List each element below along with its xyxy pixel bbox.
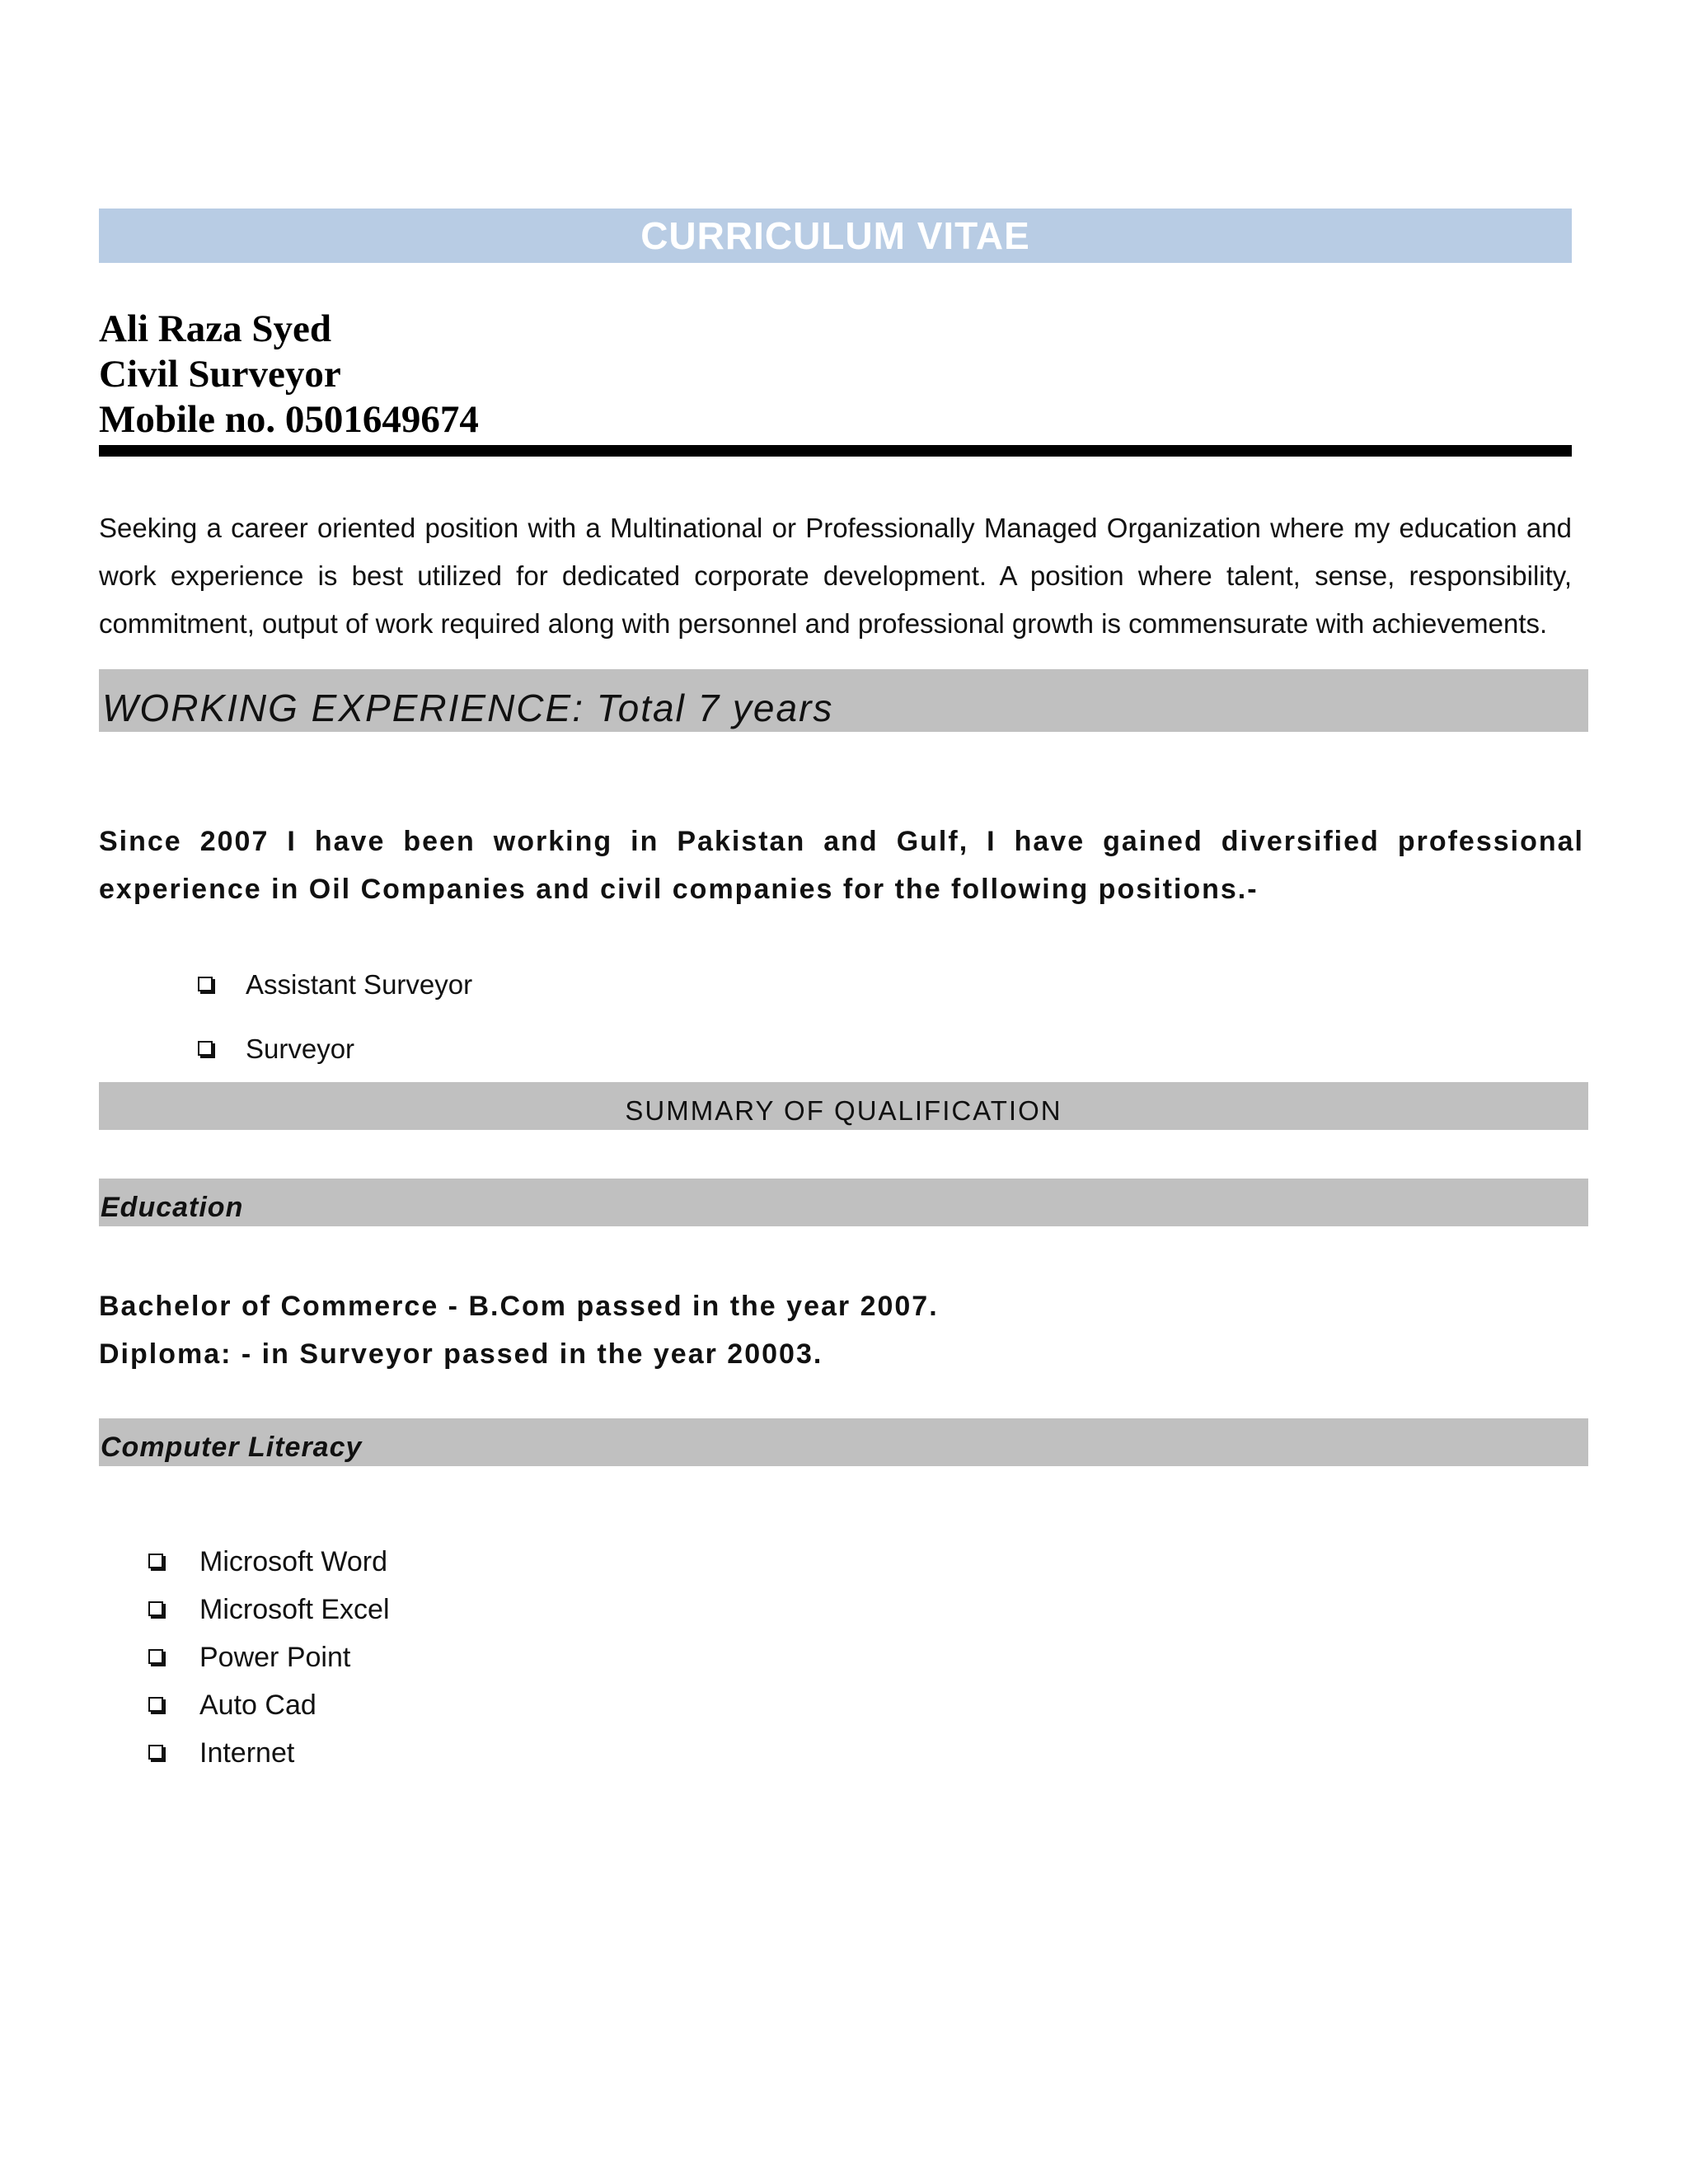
checkbox-bullet-icon [148, 1697, 163, 1712]
candidate-designation: Civil Surveyor [99, 353, 341, 396]
checkbox-bullet-icon [198, 1041, 213, 1056]
cv-title-banner: CURRICULUM VITAE [99, 209, 1572, 263]
computer-literacy-title: Computer Literacy [101, 1432, 363, 1463]
skill-label: Microsoft Excel [199, 1594, 390, 1625]
education-title: Education [101, 1192, 244, 1223]
skill-label: Microsoft Word [199, 1546, 387, 1577]
career-objective: Seeking a career oriented position with a Multinational or Professionally Managed Organization where my education and work experience is best utilized for dedicated corporate development. A position where talent, sense, responsibility, commitment, output of work required along with personnel and professional growth is commensurate with achievements. [99, 513, 1572, 639]
working-experience-title: WORKING EXPERIENCE: Total 7 years [102, 687, 834, 729]
checkbox-bullet-icon [148, 1554, 163, 1568]
position-label: Surveyor [246, 1033, 355, 1064]
skill-label: Internet [199, 1737, 295, 1769]
list-item [198, 960, 472, 1024]
computer-literacy-header [99, 1418, 1588, 1466]
list-item [198, 1024, 472, 1089]
education-header [99, 1179, 1588, 1226]
candidate-header [99, 307, 1572, 443]
summary-of-qualification-header: SUMMARY OF QUALIFICATION [99, 1082, 1588, 1130]
header-divider [99, 445, 1572, 457]
education-line: Diploma: - in Surveyor passed in the year 20003. [99, 1338, 823, 1370]
computer-skills-list [148, 1538, 390, 1777]
working-experience-text: Since 2007 I have been working in Pakistan and Gulf, I have gained diversified professional experience in Oil Companies and civil companies for the following positions.- [99, 826, 1584, 905]
list-item [148, 1538, 390, 1586]
list-item [148, 1586, 390, 1633]
list-item [148, 1729, 390, 1777]
education-line: Bachelor of Commerce - B.Com passed in the year 2007. [99, 1291, 939, 1322]
checkbox-bullet-icon [148, 1745, 163, 1760]
skill-label: Auto Cad [199, 1690, 316, 1721]
positions-list [198, 960, 472, 1089]
working-experience-header [99, 669, 1588, 732]
list-item [148, 1633, 390, 1681]
checkbox-bullet-icon [198, 977, 213, 991]
checkbox-bullet-icon [148, 1601, 163, 1616]
candidate-mobile: Mobile no. 0501649674 [99, 398, 479, 441]
position-label: Assistant Surveyor [246, 969, 473, 1000]
candidate-name: Ali Raza Syed [99, 307, 331, 350]
checkbox-bullet-icon [148, 1649, 163, 1664]
skill-label: Power Point [199, 1642, 351, 1673]
list-item [148, 1681, 390, 1729]
education-details [99, 1282, 939, 1378]
